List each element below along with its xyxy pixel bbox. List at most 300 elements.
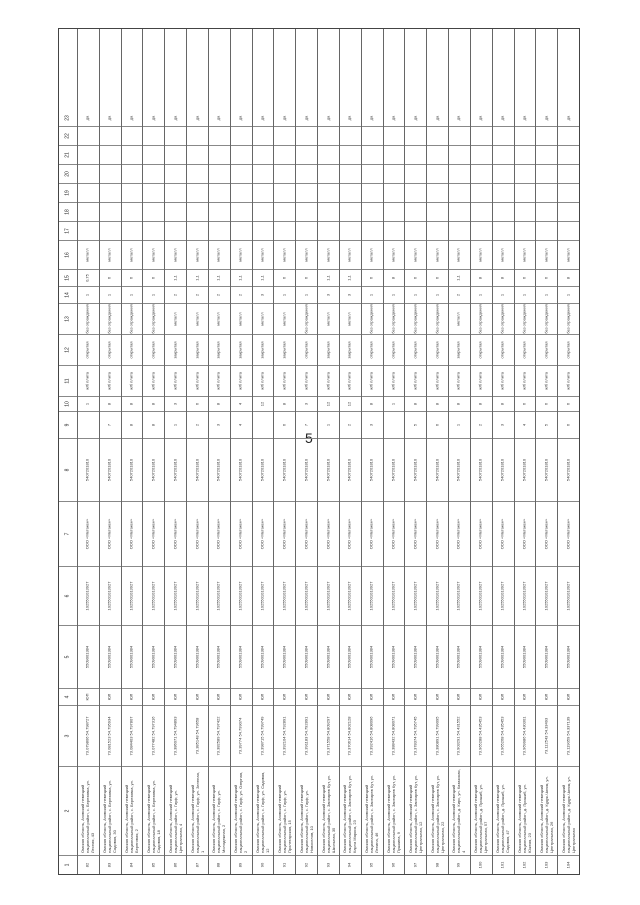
- cell-text: 1,1: [194, 275, 200, 281]
- cell-text: 5509001384: [303, 645, 309, 669]
- table-cell-c21: [515, 145, 536, 164]
- table-cell-c13: [143, 303, 164, 334]
- table-cell-c7: [384, 501, 405, 566]
- table-cell-c4: [296, 688, 317, 705]
- cell-text: без ограждения: [565, 304, 571, 334]
- table-cell-c10: [143, 396, 164, 411]
- cell-text: 1025501013927: [172, 581, 178, 611]
- table-cell-c18: [187, 202, 208, 221]
- table-cell-c21: [187, 145, 208, 164]
- table-cell-c12: [143, 334, 164, 365]
- cell-text: 100: [477, 861, 483, 869]
- table-cell-c4: [340, 688, 361, 705]
- table-cell-c7: [253, 501, 274, 566]
- table-cell-c12: [296, 334, 317, 365]
- table-cell-c12: [209, 334, 230, 365]
- cell-text: 6: [543, 276, 549, 280]
- cell-text: Омская область, Азовский немецкий национальный район, с. Гауф, ул. Центральная, 4: [167, 784, 183, 853]
- table-cell-address: [340, 766, 361, 855]
- cell-text: 73.969986 54.430301: [521, 716, 527, 756]
- cell-text: 6: [434, 423, 440, 427]
- table-cell-c15: [122, 269, 143, 286]
- table-cell-c8: [449, 438, 470, 501]
- cell-text: металл: [521, 248, 527, 262]
- table-cell-c21: [384, 145, 405, 164]
- cell-text: ООО «Метакен»: [543, 518, 549, 550]
- header-cell-label: 20: [64, 171, 71, 177]
- table-cell-c17: [231, 221, 252, 240]
- table-row: [493, 29, 515, 874]
- table-cell-no: [362, 855, 383, 874]
- cell-text: ж/б плита: [106, 372, 112, 390]
- cell-text: металл: [325, 312, 331, 326]
- table-row: [122, 29, 144, 874]
- table-cell-c6: [340, 566, 361, 625]
- table-cell-c6: [274, 566, 295, 625]
- cell-text: 1: [565, 293, 571, 297]
- cell-text: 1025501013927: [128, 581, 134, 611]
- table-cell-c11: [274, 365, 295, 396]
- cell-text: закрытая: [259, 341, 265, 359]
- table-cell-c16: [209, 240, 230, 269]
- cell-text: 84: [128, 862, 134, 868]
- table-cell-c15: [493, 269, 514, 286]
- cell-text: 8: [390, 276, 396, 280]
- table-cell-c23: [405, 110, 426, 126]
- table-cell-c5: [274, 625, 295, 688]
- table-cell-c9: [515, 411, 536, 438]
- table-cell-c23: [340, 110, 361, 126]
- table-row: [209, 29, 231, 874]
- header-cell-label: 19: [64, 190, 71, 196]
- table-cell-c17: [122, 221, 143, 240]
- cell-text: открытая: [303, 341, 309, 359]
- table-cell-c14: [187, 286, 208, 303]
- table-cell-c12: [405, 334, 426, 365]
- table-cell-c14: [209, 286, 230, 303]
- table-cell-c21: [296, 145, 317, 164]
- table-cell-c8: [296, 438, 317, 501]
- table-cell-c15: [231, 269, 252, 286]
- table-cell-c10: [231, 396, 252, 411]
- cell-text: 7: [106, 423, 112, 427]
- cell-text: металл: [215, 312, 221, 326]
- cell-text: Омская область, Азовский немецкий национальный район, д. Кудук-Чилик, ул. Центральная, 26: [538, 776, 554, 853]
- table-cell-c21: [253, 145, 274, 164]
- cell-text: закрытая: [456, 341, 462, 359]
- cell-text: 1,1: [456, 275, 462, 281]
- table-cell-c13: [78, 303, 99, 334]
- cell-text: 1025501013927: [259, 581, 265, 611]
- cell-text: открытая: [521, 341, 527, 359]
- cell-text: ЮЛ: [215, 693, 221, 701]
- table-cell-c17: [493, 221, 514, 240]
- cell-text: открытая: [412, 341, 418, 359]
- table-cell-c20: [515, 164, 536, 183]
- cell-text: открытая: [543, 341, 549, 359]
- page-number: 5: [305, 430, 313, 446]
- cell-text: закрытая: [325, 341, 331, 359]
- table-cell-c4: [471, 688, 492, 705]
- cell-text: ООО «Метакен»: [434, 518, 440, 550]
- table-cell-c15: [340, 269, 361, 286]
- cell-text: открытая: [434, 341, 440, 359]
- table-row: [536, 29, 558, 874]
- table-cell-c22: [340, 126, 361, 145]
- cell-text: 101: [499, 861, 505, 869]
- cell-text: без ограждения: [477, 304, 483, 334]
- cell-text: 5407201810: [303, 458, 309, 482]
- table-cell-c7: [536, 501, 557, 566]
- table-cell-c14: [100, 286, 121, 303]
- cell-text: ЮЛ: [237, 693, 243, 701]
- cell-text: 73.392104 54.792891: [281, 716, 287, 756]
- table-cell-c7: [449, 501, 470, 566]
- table-cell-c5: [558, 625, 579, 688]
- table-cell-c13: [209, 303, 230, 334]
- cell-text: 5407201810: [128, 458, 134, 482]
- table-cell-c16: [515, 240, 536, 269]
- cell-text: открытая: [390, 341, 396, 359]
- cell-text: без ограждения: [150, 304, 156, 334]
- table-cell-c11: [384, 365, 405, 396]
- table-cell-c8: [471, 438, 492, 501]
- cell-text: 1: [543, 293, 549, 297]
- table-cell-c15: [274, 269, 295, 286]
- table-cell-c22: [253, 126, 274, 145]
- table-cell-c11: [187, 365, 208, 396]
- table-cell-c16: [427, 240, 448, 269]
- table-cell-c18: [558, 202, 579, 221]
- table-cell-c16: [122, 240, 143, 269]
- table-cell-c12: [536, 334, 557, 365]
- table-cell-c5: [253, 625, 274, 688]
- cell-text: ЮЛ: [303, 693, 309, 701]
- cell-text: 1025501013927: [237, 581, 243, 611]
- table-cell-c7: [143, 501, 164, 566]
- table-cell-c9: [143, 411, 164, 438]
- cell-text: ЮЛ: [390, 693, 396, 701]
- cell-text: 73.965268 54.435453: [499, 716, 505, 756]
- cell-text: ж/б плита: [521, 372, 527, 390]
- cell-text: открытая: [150, 341, 156, 359]
- table-cell-c22: [318, 126, 339, 145]
- table-cell-address: [427, 766, 448, 855]
- cell-text: 1,1: [259, 275, 265, 281]
- table-cell-c21: [427, 145, 448, 164]
- table-cell-c9: [231, 411, 252, 438]
- table-cell-c14: [340, 286, 361, 303]
- cell-text: 73.382589 54.797422: [215, 716, 221, 756]
- cell-text: ЮЛ: [456, 693, 462, 701]
- cell-text: 1025501013927: [434, 581, 440, 611]
- table-cell-c20: [318, 164, 339, 183]
- cell-text: ж/б плита: [85, 372, 91, 390]
- table-cell-c9: [427, 411, 448, 438]
- table-cell-c15: [405, 269, 426, 286]
- table-cell-c20: [274, 164, 295, 183]
- table-cell-c19: [362, 183, 383, 202]
- table-cell-c13: [274, 303, 295, 334]
- table-cell-c17: [100, 221, 121, 240]
- cell-text: металл: [346, 248, 352, 262]
- table-cell-c23: [318, 110, 339, 126]
- table-cell-c11: [122, 365, 143, 396]
- table-cell-c11: [405, 365, 426, 396]
- table-cell-c23: [296, 110, 317, 126]
- table-cell-c14: [143, 286, 164, 303]
- cell-text: закрытая: [346, 341, 352, 359]
- table-cell-c13: [405, 303, 426, 334]
- table-cell-c12: [427, 334, 448, 365]
- header-cell: [59, 705, 77, 766]
- cell-text: 94: [346, 862, 352, 868]
- table-cell-coords: [296, 705, 317, 766]
- table-cell-c8: [165, 438, 186, 501]
- header-cell: [59, 286, 77, 303]
- table-cell-coords: [471, 705, 492, 766]
- cell-text: 73.084403 54.797807: [128, 716, 134, 756]
- table-cell-c12: [274, 334, 295, 365]
- cell-text: 6: [521, 402, 527, 406]
- cell-text: Омская область, Азовский немецкий национальный район, с. Березовка, ул. Береговая, 2: [123, 779, 139, 853]
- cell-text: Омская область, Азовский немецкий национальный район, д. Пришиб, ул. Садовая, 47: [494, 783, 510, 853]
- table-cell-address: [165, 766, 186, 855]
- table-cell-c17: [362, 221, 383, 240]
- cell-text: 73.903291 54.431552: [456, 716, 462, 756]
- table-cell-c18: [100, 202, 121, 221]
- cell-text: ж/б плита: [325, 372, 331, 390]
- cell-text: 1025501013927: [499, 581, 505, 611]
- table-cell-c19: [536, 183, 557, 202]
- cell-text: 3: [346, 293, 352, 297]
- cell-text: 104: [565, 861, 571, 869]
- cell-text: 2: [215, 293, 221, 297]
- table-cell-c14: [471, 286, 492, 303]
- header-cell: [59, 110, 77, 126]
- cell-text: да: [434, 115, 440, 121]
- table-cell-c19: [253, 183, 274, 202]
- table-cell-c19: [209, 183, 230, 202]
- header-cell: [59, 303, 77, 334]
- table-cell-c8: [515, 438, 536, 501]
- cell-text: 73.388432 54.808071: [390, 716, 396, 756]
- table-cell-c7: [78, 501, 99, 566]
- cell-text: 1025501013927: [85, 581, 91, 611]
- table-cell-c9: [493, 411, 514, 438]
- cell-text: 1: [390, 293, 396, 297]
- table-cell-c7: [318, 501, 339, 566]
- cell-text: 6: [106, 276, 112, 280]
- table-cell-c11: [471, 365, 492, 396]
- cell-text: да: [85, 115, 91, 121]
- table-cell-coords: [384, 705, 405, 766]
- table-cell-c5: [318, 625, 339, 688]
- cell-text: 5509001384: [281, 645, 287, 669]
- cell-text: да: [303, 115, 309, 121]
- table-cell-c9: [558, 411, 579, 438]
- table-cell-c17: [449, 221, 470, 240]
- cell-text: 5407201810: [194, 458, 200, 482]
- cell-text: 6: [543, 402, 549, 406]
- cell-text: без ограждения: [303, 304, 309, 334]
- cell-text: 5509001384: [325, 645, 331, 669]
- table-cell-c13: [493, 303, 514, 334]
- cell-text: ЮЛ: [565, 693, 571, 701]
- header-cell-label: 12: [64, 347, 71, 353]
- cell-text: 3: [303, 402, 309, 406]
- table-cell-c9: [449, 411, 470, 438]
- table-cell-c10: [122, 396, 143, 411]
- cell-text: 5407201810: [368, 458, 374, 482]
- table-cell-c19: [231, 183, 252, 202]
- table-cell-c20: [165, 164, 186, 183]
- table-cell-c13: [100, 303, 121, 334]
- header-cell-label: 14: [64, 292, 71, 298]
- cell-text: металл: [303, 248, 309, 262]
- cell-text: 5509001384: [194, 645, 200, 669]
- header-cell-label: 8: [64, 468, 71, 472]
- table-cell-c17: [471, 221, 492, 240]
- table-cell-c15: [362, 269, 383, 286]
- table-cell-c5: [296, 625, 317, 688]
- cell-text: ООО «Метакен»: [172, 518, 178, 550]
- table-cell-c16: [165, 240, 186, 269]
- table-cell-c20: [100, 164, 121, 183]
- cell-text: да: [194, 115, 200, 121]
- table-cell-c5: [187, 625, 208, 688]
- cell-text: 73.371558 54.809297: [325, 716, 331, 756]
- cell-text: металл: [237, 312, 243, 326]
- table-cell-c5: [143, 625, 164, 688]
- cell-text: 97: [412, 862, 418, 868]
- table-cell-c14: [558, 286, 579, 303]
- table-cell-c6: [187, 566, 208, 625]
- table-cell-c12: [340, 334, 361, 365]
- table-cell-c18: [296, 202, 317, 221]
- header-cell-label: 18: [64, 209, 71, 215]
- cell-text: ООО «Метакен»: [346, 518, 352, 550]
- table-cell-no: [143, 855, 164, 874]
- cell-text: 73.391183 54.792891: [303, 716, 309, 756]
- cell-text: 3: [368, 423, 374, 427]
- table-cell-c20: [471, 164, 492, 183]
- table-cell-c14: [253, 286, 274, 303]
- table-cell-c13: [427, 303, 448, 334]
- table-cell-no: [427, 855, 448, 874]
- cell-text: ЮЛ: [543, 693, 549, 701]
- table-cell-c23: [471, 110, 492, 126]
- cell-text: ООО «Метакен»: [194, 518, 200, 550]
- table-cell-no: [493, 855, 514, 874]
- cell-text: 93: [325, 862, 331, 868]
- cell-text: 6: [194, 402, 200, 406]
- cell-text: да: [281, 115, 287, 121]
- cell-text: Омская область, Азовский немецкий национальный район, с. Звонарев Кут, ул. Карла Маркса, 23: [342, 774, 357, 853]
- cell-text: ООО «Метакен»: [128, 518, 134, 550]
- cell-text: ЮЛ: [325, 693, 331, 701]
- cell-text: 73.392416 54.808096: [368, 716, 374, 756]
- cell-text: 1: [106, 293, 112, 297]
- header-cell-label: 2: [64, 809, 71, 813]
- cell-text: ООО «Метакен»: [325, 518, 331, 550]
- table-cell-no: [209, 855, 230, 874]
- table-cell-c11: [100, 365, 121, 396]
- table-cell-c10: [558, 396, 579, 411]
- cell-text: без ограждения: [412, 304, 418, 334]
- table-cell-c13: [536, 303, 557, 334]
- cell-text: 91: [281, 862, 287, 868]
- table-cell-c18: [209, 202, 230, 221]
- table-cell-c12: [558, 334, 579, 365]
- table-cell-c19: [384, 183, 405, 202]
- table-cell-c9: [384, 411, 405, 438]
- table-cell-c11: [209, 365, 230, 396]
- cell-text: 73.39774 54.799074: [237, 717, 243, 755]
- table-cell-c22: [78, 126, 99, 145]
- table-cell-c5: [209, 625, 230, 688]
- table-cell-c20: [384, 164, 405, 183]
- table-cell-c12: [515, 334, 536, 365]
- table-cell-c4: [558, 688, 579, 705]
- cell-text: да: [412, 115, 418, 121]
- table-cell-c21: [165, 145, 186, 164]
- table-cell-c11: [78, 365, 99, 396]
- table-cell-c22: [558, 126, 579, 145]
- table-cell-c20: [143, 164, 164, 183]
- cell-text: 73.380891 54.799095: [434, 716, 440, 756]
- cell-text: 1,1: [172, 275, 178, 281]
- table-cell-c17: [165, 221, 186, 240]
- table-cell-c19: [449, 183, 470, 202]
- cell-text: 73.119059 54.337139: [565, 716, 571, 756]
- cell-text: закрытая: [215, 341, 221, 359]
- table-cell-c14: [78, 286, 99, 303]
- table-cell-c22: [165, 126, 186, 145]
- cell-text: 5509001384: [85, 645, 91, 669]
- cell-text: 1025501013927: [521, 581, 527, 611]
- cell-text: 2: [172, 293, 178, 297]
- table-cell-c10: [427, 396, 448, 411]
- cell-text: 3: [172, 402, 178, 406]
- header-cell-label: 23: [64, 115, 71, 121]
- table-cell-c4: [318, 688, 339, 705]
- table-cell-c23: [231, 110, 252, 126]
- cell-text: ООО «Метакен»: [106, 518, 112, 550]
- table-cell-c10: [187, 396, 208, 411]
- table-cell-no: [78, 855, 99, 874]
- table-cell-c7: [362, 501, 383, 566]
- table-cell-c20: [340, 164, 361, 183]
- cell-text: 5407201810: [237, 458, 243, 482]
- table-cell-c6: [515, 566, 536, 625]
- table-cell-c6: [405, 566, 426, 625]
- table-cell-coords: [187, 705, 208, 766]
- table-cell-address: [78, 766, 99, 855]
- cell-text: 5407201810: [390, 458, 396, 482]
- table-cell-c21: [471, 145, 492, 164]
- table-cell-c11: [318, 365, 339, 396]
- table-cell-c20: [231, 164, 252, 183]
- table-cell-no: [187, 855, 208, 874]
- table-cell-c23: [536, 110, 557, 126]
- cell-text: ООО «Метакен»: [477, 518, 483, 550]
- cell-text: 1025501013927: [346, 581, 352, 611]
- table-cell-c13: [449, 303, 470, 334]
- cell-text: металл: [412, 248, 418, 262]
- table-cell-c21: [536, 145, 557, 164]
- header-cell: [59, 766, 77, 855]
